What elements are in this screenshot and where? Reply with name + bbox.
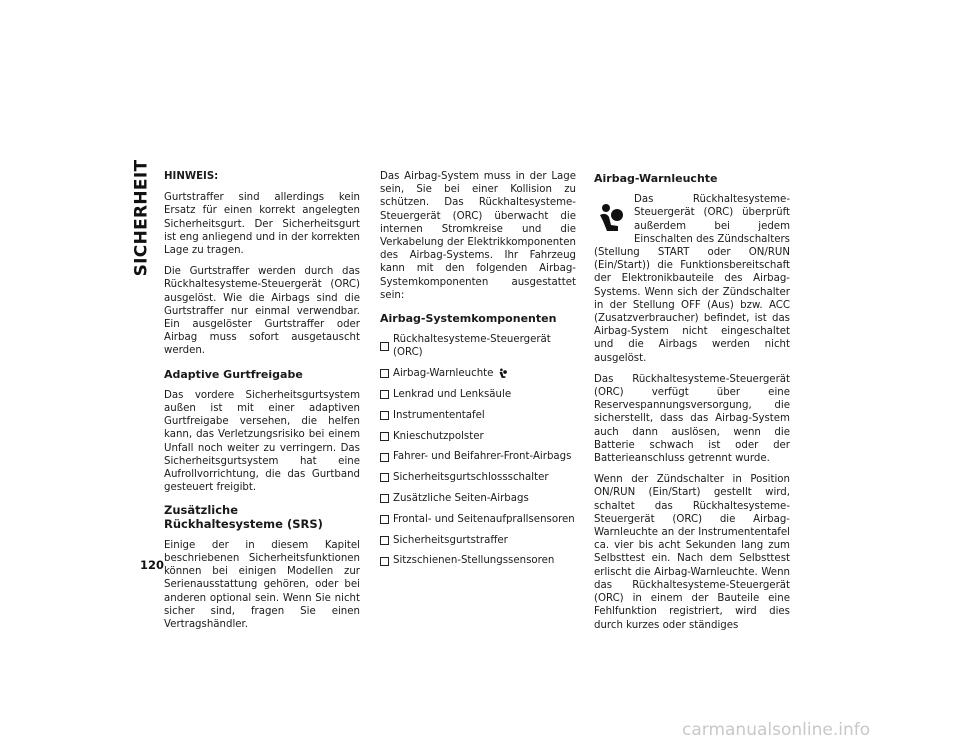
watermark: carmanualsonline.info <box>682 720 871 740</box>
paragraph: Die Gurtstraffer werden durch das Rückhaltesysteme-Steuergerät (ORC) ausgelöst. Wie die Airbags sind die Gurtstraffer nur einmal verwendbar. Ein ausgelöster Gurtstraffer oder Airbag muss sofort ausgetauscht werden. <box>164 266 360 357</box>
component-list <box>380 333 576 567</box>
column-1 <box>164 170 360 639</box>
list-item: Frontal- und Seitenaufprallsensoren <box>380 513 576 526</box>
warning-light-block <box>594 193 790 365</box>
paragraph: Das vordere Sicherheitsgurtsystem außen ist mit einer adaptiven Gurtfreigabe versehen, die helfen kann, das Verletzungsrisiko bei einem Unfall noch weiter zu verringern. Das Sicherheitsgurtsystem hat eine Aufrollvorrichtung, die das Gurtband gesteuert freigibt. <box>164 389 360 494</box>
paragraph: Das Airbag-System muss in der Lage sein, Sie bei einer Kollision zu schützen. Das Rückhaltesysteme-Steuergerät (ORC) überwacht die internen Stromkreise und die Verkabelung der Elektrikkomponenten des Airbag-Systems. Ihr Fahrzeug kann mit den folgenden Airbag-Systemkomponenten ausgestattet sein: <box>380 171 576 301</box>
heading-airbag-components: Airbag-Systemkomponenten <box>380 312 557 326</box>
section-tab-label: SICHERHEIT <box>131 159 151 277</box>
paragraph: Einige der in diesem Kapitel beschriebenen Sicherheitsfunktionen können bei einigen Modellen zur Serienausstattung gehören, oder bei anderen optional sein. Wenn Sie nicht sicher sind, fragen Sie einen Vertragshändler. <box>164 539 360 631</box>
list-item: Airbag-Warnleuchte <box>380 367 576 380</box>
checkbox-icon <box>380 342 389 351</box>
checkbox-icon <box>380 453 389 462</box>
heading-airbag-warning-light: Airbag-Warnleuchte <box>594 172 718 185</box>
paragraph: Das Rückhaltesysteme-Steuergerät (ORC) überprüft außerdem bei jedem Einschalten des Zündschalters (Stellung START oder ON/RUN (Ein/Start)) die Funktionsbereitschaft der Elektronikbauteile des Airbag-Systems. Wenn sich der Zündschalter in der Stellung OFF (Aus) bzw. ACC (Zusatzverbraucher) befindet, ist das Airbag-System nicht eingeschaltet und die Airbags werden nicht ausgelöst. <box>594 194 790 364</box>
list-item: Sicherheitsgurtschlossschalter <box>380 471 576 484</box>
checkbox-icon <box>380 515 389 524</box>
checkbox-icon <box>380 473 389 482</box>
checkbox-icon <box>380 557 389 566</box>
paragraph: Das Rückhaltesysteme-Steuergerät (ORC) verfügt über eine Reservespannungsversorgung, die sicherstellt, dass das Airbag-System auch dann auslösen, wenn die Batterie schwach ist oder der Batterieanschluss getrennt wurde. <box>594 373 790 465</box>
airbag-warning-icon <box>596 203 626 233</box>
list-item: Rückhaltesysteme-Steuergerät (ORC) <box>380 333 576 359</box>
list-item: Sitzschienen-Stellungssensoren <box>380 554 576 567</box>
page-number: 120 <box>140 558 165 572</box>
column-2 <box>380 170 576 575</box>
note-heading: HINWEIS: <box>164 171 219 182</box>
list-item: Instrumententafel <box>380 409 576 422</box>
checkbox-icon <box>380 369 389 378</box>
checkbox-icon <box>380 411 389 420</box>
checkbox-icon <box>380 432 389 441</box>
list-item: Sicherheitsgurtstraffer <box>380 534 576 547</box>
note-text: Gurtstraffer sind allerdings kein Ersatz für einen korrekt angelegten Sicherheitsgurt. Der Sicherheitsgurt ist eng anliegend und in der korrekten Lage zu tragen. <box>164 192 360 257</box>
section-tab <box>126 159 156 277</box>
list-item: Fahrer- und Beifahrer-Front-Airbags <box>380 450 576 463</box>
checkbox-icon <box>380 536 389 545</box>
heading-srs: Zusätzliche Rückhaltesysteme (SRS) <box>164 503 323 531</box>
list-item: Zusätzliche Seiten-Airbags <box>380 492 576 505</box>
list-item: Lenkrad und Lenksäule <box>380 388 576 401</box>
paragraph: Wenn der Zündschalter in Position ON/RUN (Ein/Start) gestellt wird, schaltet das Rückhaltesysteme-Steuergerät (ORC) die Airbag-Warnleuchte an der Instrumententafel ca. vier bis acht Sekunden lang zum Selbsttest ein. Nach dem Selbsttest erlischt die Airbag-Warnleuchte. Wenn das Rückhaltesysteme-Steuergerät (ORC) in einem der Bauteile eine Fehlfunktion registriert, wird dies durch kurzes oder ständiges <box>594 474 790 631</box>
checkbox-icon <box>380 494 389 503</box>
heading-adaptive-belt-release: Adaptive Gurtfreigabe <box>164 367 303 381</box>
airbag-warning-icon <box>497 368 508 379</box>
list-item: Knieschutzpolster <box>380 430 576 443</box>
checkbox-icon <box>380 390 389 399</box>
column-3 <box>594 170 790 640</box>
